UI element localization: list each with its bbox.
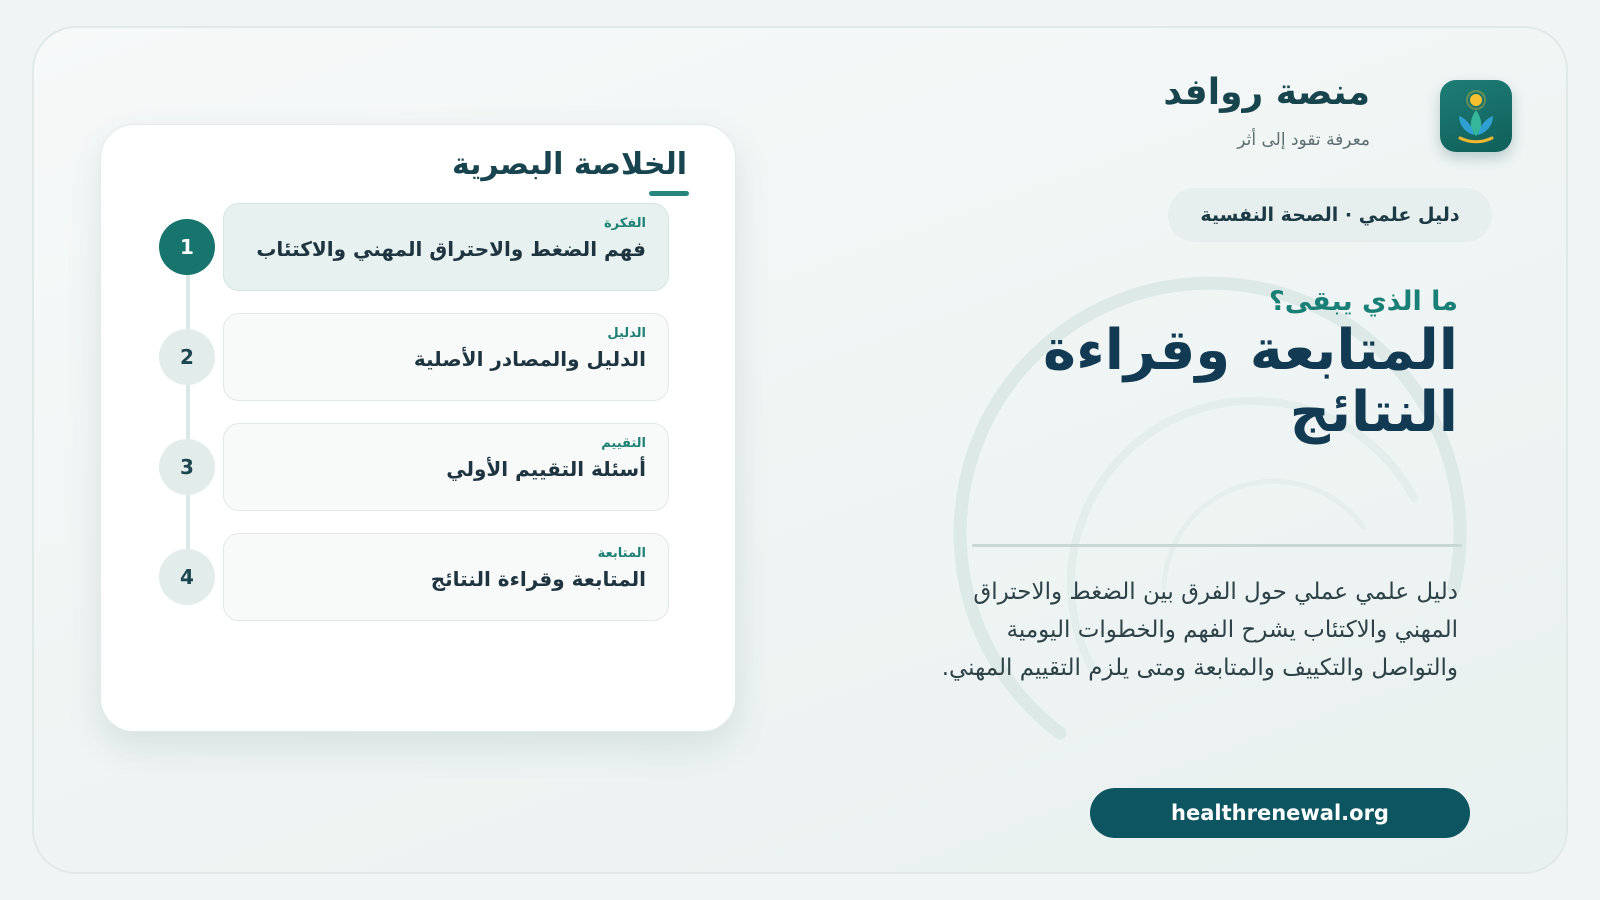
hero-question: ما الذي يبقى؟	[1269, 286, 1458, 317]
step-label: المتابعة	[597, 546, 646, 561]
step-number-3: 3	[159, 439, 215, 495]
slide-card	[32, 26, 1568, 874]
website-link-button[interactable]: healthrenewal.org	[1090, 788, 1470, 838]
step-number-1: 1	[159, 219, 215, 275]
step-label: الدليل	[607, 326, 646, 341]
step-title: أسئلة التقييم الأولي	[446, 457, 646, 481]
step-card-assessment[interactable]	[223, 423, 669, 511]
hero-description: دليل علمي عملي حول الفرق بين الضغط والاحتراق المهني والاكتئاب يشرح الفهم والخطوات اليومية والتواصل والتكييف والمتابعة ومتى يلزم التقييم المهني.	[941, 579, 1458, 681]
brand-name: منصة روافد	[1163, 72, 1370, 113]
step-title: المتابعة وقراءة النتائج	[430, 567, 646, 591]
hero-headline: المتابعة وقراءة النتائج	[1043, 318, 1458, 445]
title-underline	[649, 191, 689, 196]
step-title: فهم الضغط والاحتراق المهني والاكتئاب	[256, 237, 646, 261]
brand-tagline: معرفة تقود إلى أثر	[1237, 130, 1370, 150]
divider	[972, 544, 1462, 547]
category-badge: دليل علمي · الصحة النفسية	[1168, 188, 1492, 242]
inner-ring	[1164, 481, 1364, 588]
step-label: التقييم	[601, 436, 646, 451]
step-card-follow-up[interactable]	[223, 533, 669, 621]
step-number-4: 4	[159, 549, 215, 605]
panel-title: الخلاصة البصرية	[451, 147, 687, 182]
visual-summary-panel	[100, 124, 736, 732]
step-card-idea[interactable]	[223, 203, 669, 291]
step-card-evidence[interactable]	[223, 313, 669, 401]
step-number-2: 2	[159, 329, 215, 385]
lotus-sun-icon	[1440, 80, 1512, 152]
step-label: الفكرة	[603, 216, 646, 231]
step-title: الدليل والمصادر الأصلية	[413, 347, 646, 371]
